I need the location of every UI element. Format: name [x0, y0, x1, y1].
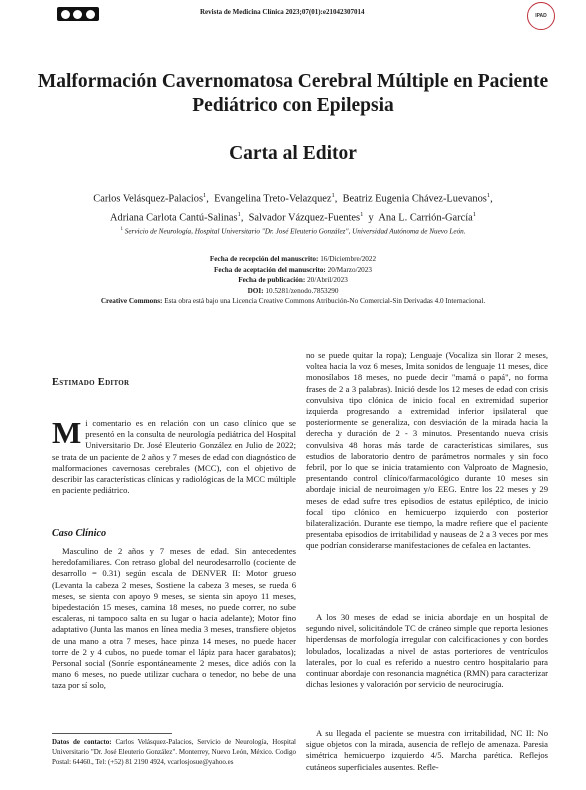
- case-paragraph: Masculino de 2 años y 7 meses de edad. Sin antecedentes heredofamiliares. Con retraso global del neurodesarrollo (cociente de desarrollo = 0.31) según escala de DENVER II: Motor grueso (Levanta la cabeza 2 meses, Sostiene la cabeza 3 meses, se rueda 6 meses, se sienta con apoyo 9 meses, se sienta sin apoyo 11 meses, bipedestación 15 meses, camina 18 meses, no puede correr, no sube escaleras, ni tampoco salta en su lugar o hacia adelante); Motor fino adaptativo (Junta las manos en línea media 3 meses, transfiere objetos de una mano a otra 7 meses, hace pinza 14 meses, no puede hacer torre de 2 y 4 cubos, no puede tomar el lápiz para hacer garabatos); Personal social (Sonríe espontáneamente 2 meses, dice adiós con la mano 6 meses, no puede utilizar cuchara o tenedor, no bebe de una taza por sí solo,: [52, 546, 296, 691]
- article-type: Carta al Editor: [229, 143, 357, 164]
- doi-link[interactable]: 10.5281/zenodo.7853290: [265, 286, 339, 295]
- cc-icon: [61, 10, 70, 19]
- received-date: 16/Diciembre/2022: [320, 255, 377, 263]
- by-icon: [73, 10, 82, 19]
- author: Evangelina Treto-Velazquez: [214, 193, 332, 205]
- article-metadata: Fecha de recepción del manuscrito: 16/Diciembre/2022 Fecha de aceptación del manuscrito: 20/Marzo/2023 Fecha de publicación: 20/Abril/2023 DOI: 10.5281/zenodo.7853290 Creative Commons: Esta obra está bajo una Licencia Creative Commons Atribución-No Comercial-Sin Derivadas 4.0 Internacional.: [100, 255, 486, 305]
- section-heading: Caso Clínico: [52, 528, 107, 539]
- body-paragraph: A su llegada el paciente se muestra con irritabilidad, NC II: No sigue objetos con la mirada, ausencia de reflejo de amenaza. Paresia simétrica hemicuerpo izquierdo 4/5. Marcha parética. Reflejos cutáneos superficiales ausentes. Refle-: [306, 728, 548, 772]
- author: Ana L. Carrión-García: [378, 212, 473, 224]
- footnote-rule: [52, 733, 172, 734]
- nc-icon: [86, 10, 95, 19]
- author: Salvador Vázquez-Fuentes: [248, 212, 361, 224]
- author-list: Carlos Velásquez-Palacios$^1$, Evangelina Treto-Velazquez$^1$, Beatriz Eugenia Chávez-Luevanos$^1$, Adriana Carlota Cantú-Salinas$^1$, Salvador Vázquez-Fuentes$^1$ y Ana L. Carrión-García$^1$: [93, 192, 493, 224]
- body-paragraph: A los 30 meses de edad se inicia abordaje en un hospital de segundo nivel, solicitándole TC de cráneo simple que reporta lesiones hiperdensas de morfología irregular con calcificaciones y con bordes lobulados, localizadas a nivel de astas porteriores de ventrículos laterales, por lo cual es referido a nuestro centro hospitalario para continuar abordaje con resonancia magnética (RMN) para caracterizar dichas lesiones y valoración por servicio de neurocirugía.: [306, 612, 548, 690]
- author: Carlos Velásquez-Palacios: [93, 193, 204, 205]
- contact-footnote: Datos de contacto: Carlos Velásquez-Palacios, Servicio de Neurología, Hospital Universitario "Dr. José Eleuterio González". Monterrey, Nuevo León, México. Codigo Postal: 64460., Tel: (+52) 81 2190 4924, vcarlosjosue@yahoo.es: [52, 738, 296, 766]
- author: Adriana Carlota Cantú-Salinas: [110, 212, 238, 224]
- drop-cap: M: [52, 415, 82, 450]
- salutation-heading: Estimado Editor: [52, 377, 130, 388]
- accepted-date: 20/Marzo/2023: [327, 265, 372, 274]
- published-date: 20/Abril/2023: [307, 276, 348, 284]
- intro-paragraph: Mi comentario es en relación con un caso clínico que se presentó en la consulta de neurología pediátrica del Hospital Universitario Dr. José Eleuterio González en Julio de 2022; se trata de un paciente de 2 años y 7 meses de edad con diagnóstico de malformaciones cavernosas cerebrales (MCC), con el objetivo de describir las características clínicas y radiológicas de la MCC múltiple en paciente pediátrico.: [52, 415, 296, 496]
- license-text: Esta obra está bajo una Licencia Creative Commons Atribución-No Comercial-Sin Derivadas 4.0 Internacional.: [164, 297, 486, 305]
- article-title: Malformación Cavernomatosa Cerebral Múltiple en Paciente Pediátrico con Epilepsia: [37, 71, 549, 116]
- author: Beatriz Eugenia Chávez-Luevanos: [342, 193, 487, 205]
- body-paragraph: no se puede quitar la ropa); Lenguaje (Vocaliza sin llorar 2 meses, voltea hacia la voz 6 meses, Imita sonidos de lenguaje 11 meses, dice monosílabos 18 meses, no puede decir "mamá o papá", no forma frases de 2 a 3 palabras). Inició desde los 12 meses de edad con crisis convulsiva tipo clónica de inicio focal en extremidad superior izquierda progresando a extremidad inferior ipsilateral que posteriormente se generaliza, con desviación de la mirada hacia la derecha y duración de 2 - 3 minutos. Presentando nueva crisis convulsiva 48 horas más tarde de características similares, sus estudios de laboratorio dentro de parámetros normales y sin foco febril, por lo que se inicia tratamiento con Valproato de Magnesio, presentando control clínico/farmacológico durante 10 meses sin abordaje inicial de neuroimagen y/o EEG. Entre los 22 meses y 29 meses de edad sufre tres episodios de estatus epiléptico, de inicio focal tipo clónico en hemicuerpo izquierdo con posterior bilateralización. Durante ese tiempo, la madre refiere que el paciente presentaba episodios de irritabilidad y nauseas de 2 a 3 veces por mes que podrían considerarse manifestaciones de cefalea en lactantes.: [306, 350, 548, 551]
- cc-license-badge: [57, 7, 99, 21]
- journal-logo-icon: IPAD: [527, 2, 555, 30]
- journal-header: Revista de Medicina Clínica 2023;07(01):e21042307014: [200, 8, 365, 16]
- affiliation: $^1$ Servicio de Neurología, Hospital Universitario "Dr. José Eleuterio González", Universidad Autónoma de Nuevo León.: [120, 227, 466, 236]
